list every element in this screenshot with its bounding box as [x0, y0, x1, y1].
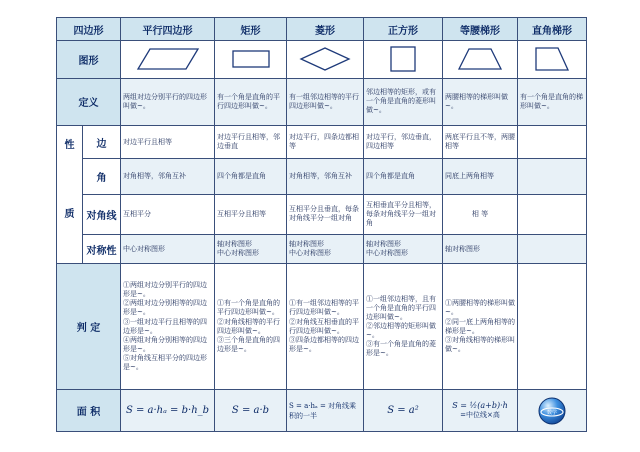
symmetry-cell: 中心对称图形	[121, 234, 215, 263]
row-label-shape: 图形	[57, 41, 121, 79]
header-isosceles-trapezoid: 等腰梯形	[443, 18, 518, 41]
angle-cell: 四个角都是直角	[364, 159, 443, 195]
square-icon	[364, 41, 443, 79]
area-formula-line1: S = ½(a+b)·h	[452, 401, 508, 410]
definition-cell: 邻边相等的矩形，或有一个角是直角的菱形叫做~。	[364, 78, 443, 125]
area-formula-square: S = a²	[364, 390, 443, 432]
math-logo-icon	[537, 396, 567, 426]
symmetry-cell: 轴对称图形 中心对称图形	[215, 234, 287, 263]
angle-cell	[518, 159, 587, 195]
rhombus-icon	[287, 41, 364, 79]
angle-cell: 四个角都是直角	[215, 159, 287, 195]
row-label-definition: 定义	[57, 78, 121, 125]
definition-cell: 有一组邻边相等的平行四边形叫做~。	[287, 78, 364, 125]
side-cell: 对边平行，四条边都相等	[287, 125, 364, 159]
properties-label-top: 性	[64, 139, 75, 151]
determination-cell: ①有一组邻边相等的平行四边形叫做~。 ②对角线互相垂直的平行四边形叫做~。 ③四条边都相等的四边形是~。	[287, 264, 364, 390]
right-trapezoid-icon	[518, 41, 587, 79]
row-label-determination: 判 定	[57, 264, 121, 390]
side-cell: 两底平行且不等，两腰相等	[443, 125, 518, 159]
diagonal-cell: 互相平分	[121, 195, 215, 235]
definition-cell: 有一个角是直角的平行四边形叫做~。	[215, 78, 287, 125]
angle-cell: 对角相等，邻角互补	[287, 159, 364, 195]
determination-cell	[518, 264, 587, 390]
header-parallelogram: 平行四边形	[121, 18, 215, 41]
diagonal-cell: 相 等	[443, 195, 518, 235]
row-label-angle: 角	[83, 159, 121, 195]
area-formula-rectangle: S = a·b	[215, 390, 287, 432]
logo-cell	[518, 390, 587, 432]
definition-cell: 两腰相等的梯形叫做~。	[443, 78, 518, 125]
quadrilateral-table	[56, 17, 587, 432]
diagonal-cell: 互相平分且垂直，每条对角线平分一组对角	[287, 195, 364, 235]
area-formula-parallelogram: S = a·hₐ = b·h_b	[121, 390, 215, 432]
logo-text: 数学	[546, 409, 558, 416]
symmetry-cell: 轴对称图形	[443, 234, 518, 263]
symmetry-cell: 轴对称图形 中心对称图形	[287, 234, 364, 263]
determination-cell: ①一组邻边相等，且有一个角是直角的平行四边形叫做~。 ②邻边相等的矩形叫做~。 ③有一个角是直角的菱形是~。	[364, 264, 443, 390]
angle-cell: 对角相等，邻角互补	[121, 159, 215, 195]
properties-label-bottom: 质	[64, 208, 75, 220]
header-right-trapezoid: 直角梯形	[518, 18, 587, 41]
area-formula-rhombus: S = a·hₐ = 对角线乘积的一半	[287, 390, 364, 432]
side-cell: 对边平行，邻边垂直，四边相等	[364, 125, 443, 159]
diagonal-cell: 互相平分且相等	[215, 195, 287, 235]
rectangle-icon	[215, 41, 287, 79]
diagonal-cell	[518, 195, 587, 235]
row-label-area: 面 积	[57, 390, 121, 432]
side-cell	[518, 125, 587, 159]
area-formula-line2: =中位线×高	[460, 411, 500, 419]
side-cell: 对边平行且相等	[121, 125, 215, 159]
side-cell: 对边平行且相等，邻边垂直	[215, 125, 287, 159]
isosceles-trapezoid-icon	[443, 41, 518, 79]
symmetry-cell	[518, 234, 587, 263]
definition-cell: 有一个角是直角的梯形叫做~。	[518, 78, 587, 125]
row-label-side: 边	[83, 125, 121, 159]
angle-cell: 同底上两角相等	[443, 159, 518, 195]
header-rectangle: 矩形	[215, 18, 287, 41]
determination-cell: ①两组对边分别平行的四边形是~。 ②两组对边分别相等的四边形是~。 ③一组对边平行且相等的四边形是~。 ④两组对角分别相等的四边形是~。 ⑤对角线互相平分的四边形是~。	[121, 264, 215, 390]
diagonal-cell: 互相垂直平分且相等，每条对角线平分一组对角	[364, 195, 443, 235]
parallelogram-icon	[121, 41, 215, 79]
determination-cell: ①有一个角是直角的平行四边形叫做~。 ②对角线相等的平行四边形叫做~。 ③三个角是直角的四边形是~。	[215, 264, 287, 390]
properties-label	[57, 125, 83, 263]
row-label-diagonal: 对角线	[83, 195, 121, 235]
header-square: 正方形	[364, 18, 443, 41]
symmetry-cell: 轴对称图形 中心对称图形	[364, 234, 443, 263]
definition-cell: 两组对边分别平行的四边形叫做~。	[121, 78, 215, 125]
determination-cell: ①两腰相等的梯形叫做~。 ②同一底上两角相等的梯形是~。 ③对角线相等的梯形叫做~。	[443, 264, 518, 390]
header-quadrilateral: 四边形	[57, 18, 121, 41]
row-label-symmetry: 对称性	[83, 234, 121, 263]
header-rhombus: 菱形	[287, 18, 364, 41]
area-formula-isosceles-trapezoid	[443, 390, 518, 432]
